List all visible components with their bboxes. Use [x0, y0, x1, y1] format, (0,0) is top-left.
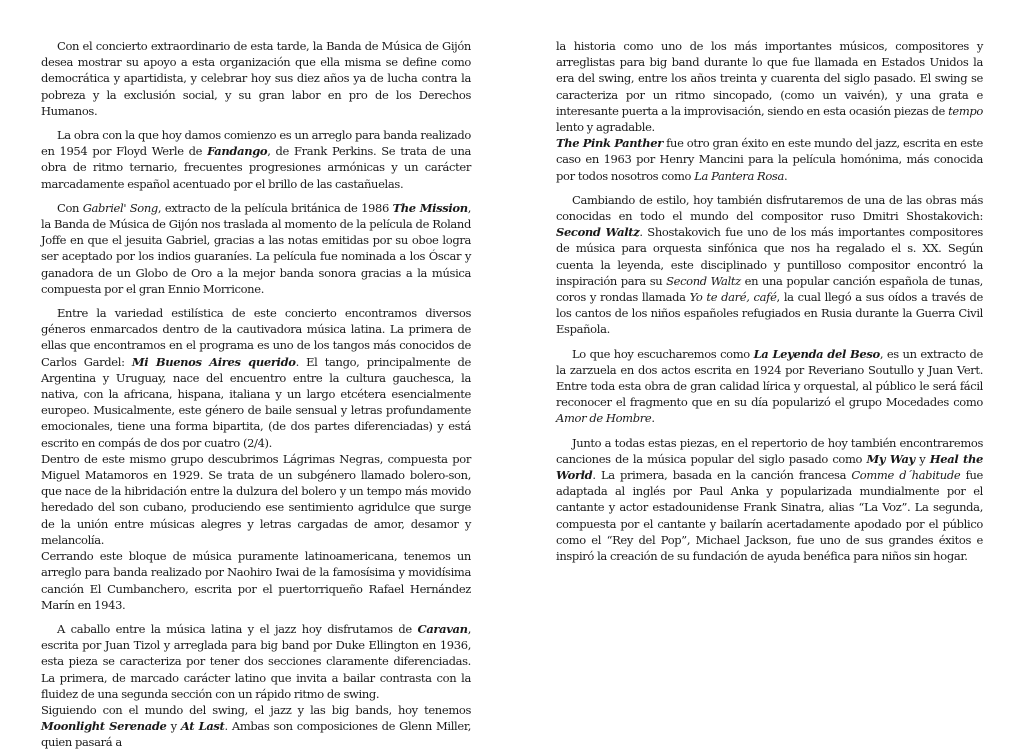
paragraph-popular-songs: Junto a todas estas piezas, en el repertorio de hoy también encontraremos canciones de la música popular del siglo pasado como My Way y Heal the World. La primera, basada en la canción francesa Comme d´habitude fue adaptada al inglés por Paul Anka y popularizada mundialmente por el cantante y actor estadounidense Frank Sinatra, alias “La Voz”. La segunda, compuesta por el cantante y bailarín acertadamente apodado por el público como el “Rey del Pop”, Michael Jackson, fue uno de sus grandes éxitos e inspiró la creación de su fundación de ayuda benéfica para niños sin hogar.: [556, 435, 984, 564]
paragraph-second-waltz: Cambiando de estilo, hoy también disfrutaremos de una de las obras más conocidas en todo el mundo del compositor ruso Dmitri Shostakovich: Second Waltz. Shostakovich fue uno de los más importantes compositores de música para orquesta sinfónica que nos ha regalado el s. XX. Según cuenta la leyenda, este disciplinado y puntilloso compositor encontró la inspiración para su Second Waltz en una popular canción española de tunas, coros y rondas llamada Yo te daré, café, la cual llegó a sus oídos a través de los cantos de los niños españoles refugiados en Rusia durante la Guerra Civil Española.: [556, 192, 984, 337]
paragraph-caravan: A caballo entre la música latina y el jazz hoy disfrutamos de Caravan, escrita por Juan Tizol y arreglada para big band por Duke Ellington en 1936, esta pieza se caracteriza por tener dos secciones claramente diferenciadas. La primera, de marcado carácter latino que invita a bailar contrasta con la fluidez de una segunda sección con un rápido ritmo de swing.: [41, 621, 471, 701]
title-heal-the-world: Heal the World: [556, 451, 983, 483]
title-fandango: Fandango: [207, 144, 268, 159]
paragraph-pink-panther: The Pink Panther fue otro gran éxito en este mundo del jazz, escrita en este caso en 1963 por Henry Mancini para la película homónima, más conocida por todos nosotros como La Pantera Rosa.: [556, 136, 983, 183]
paragraph-el-cumbanchero: Cerrando este bloque de música puramente latinoamericana, tenemos un arreglo para banda realizado por Naohiro Iwai de la famosísima y movidísima canción El Cumbanchero, escrita por el puertorriqueño Rafael Hernández Marín en 1943.: [41, 549, 471, 612]
title-la-pantera-rosa: La Pantera Rosa: [694, 168, 784, 183]
title-mi-buenos-aires-querido: Mi Buenos Aires querido: [131, 354, 296, 369]
paragraph-lagrimas-negras: Dentro de este mismo grupo descubrimos Lágrimas Negras, compuesta por Miguel Matamoros en 1929. Se trata de un subgénero llamado bolero-son, que nace de la hibridación entre la dulzura del bolero y un tempo más movido heredado del son cubano, produciendo ese sentimiento agridulce que surge de la unión entre músicas alegres y letras cargadas de amor, desamor y melancolía.: [41, 451, 471, 547]
title-la-leyenda-del-beso: La Leyenda del Beso: [753, 346, 880, 361]
title-gabriels-song: Gabriel' Song: [82, 200, 158, 215]
paragraph-leyenda-del-beso: Lo que hoy escucharemos como La Leyenda del Beso, es un extracto de la zarzuela en dos actos escrita en 1924 por Reveriano Soutullo y Juan Vert. Entre toda esta obra de gran calidad lírica y orquestal, al público le será fácil reconocer el fragmento que en su día popularizó el grupo Mocedades como Amor de Hombre.: [556, 346, 983, 426]
paragraph-fandango: La obra con la que hoy damos comienzo es un arreglo para banda realizado en 1954 por Floyd Werle de Fandango, de Frank Perkins. Se trata de una obra de ritmo ternario, frecuentes progresiones armónicas y un carácter marcadamente español acentuado por el brillo de las castañuelas.: [41, 128, 472, 191]
title-at-last: At Last: [180, 719, 225, 734]
title-amor-de-hombre: Amor de Hombre: [556, 411, 652, 426]
title-the-mission: The Mission: [392, 200, 468, 215]
term-tempo: tempo: [948, 103, 983, 118]
title-yo-te-dare-cafe: Yo te daré, café: [689, 290, 777, 305]
title-moonlight-serenade: Moonlight Serenade: [41, 719, 167, 734]
paragraph-intro: Con el concierto extraordinario de esta tarde, la Banda de Música de Gijón desea mostrar su apoyo a esta organización que ella misma se define como democrática y apartidista, y celebrar hoy sus diez años ya de lucha contra la pobreza y la exclusión social, y su gran labor en pro de los Derechos Humanos.: [41, 39, 471, 118]
title-second-waltz: Second Waltz: [556, 225, 640, 240]
paragraph-tango: Entre la variedad estilística de este concierto encontramos diversos géneros enmarcados dentro de la cautivadora música latina. La primera de ellas que encontramos en el programa es uno de los tangos más conocidos de Carlos Gardel: Mi Buenos Aires querido. El tango, principalmente de Argentina y Uruguay, nace del encuentro entre la cultura gauchesca, la nativa, con la africana, hispana, italiana y un largo etcétera esencialmente europeo. Musicalmente, este género de baile sensual y letras profundamente emocionales, tiene una forma bipartita, (de dos partes diferenciadas) y está escrito en compás de dos por cuatro (2/4).: [41, 306, 471, 450]
title-my-way: My Way: [866, 451, 915, 466]
right-page: [556, 38, 983, 564]
title-the-pink-panther: The Pink Panther: [556, 136, 663, 151]
paragraph-swing: la historia como uno de los más importantes músicos, compositores y arreglistas para big band durante lo que fue llamada en Estados Unidos la era del swing, entre los años treinta y cuarenta del siglo pasado. El swing se caracteriza por un ritmo sincopado, (como un vaivén), y una grata e interesante puerta a la improvisación, siendo en esta ocasión piezas de tempo lento y agradable.: [556, 39, 983, 135]
title-caravan: Caravan: [417, 621, 468, 636]
title-comme-dhabitude: Comme d´habitude: [851, 468, 961, 483]
title-second-waltz-italic: Second Waltz: [666, 273, 741, 288]
left-page: [41, 38, 471, 751]
paragraph-the-mission: Con Gabriel' Song, extracto de la película británica de 1986 The Mission, la Banda de Música de Gijón nos traslada al momento de la película de Roland Joffe en que el jesuita Gabriel, gracias a las notas emitidas por su oboe logra ser aceptado por los indios guaraníes. La película fue nominada a los Óscar y ganadora de un Globo de Oro a la mejor banda sonora gracias a la música compuesta por el gran Ennio Morricone.: [41, 200, 472, 296]
paragraph-glenn-miller: Siguiendo con el mundo del swing, el jazz y las big bands, hoy tenemos Moonlight Serenade y At Last. Ambas son composiciones de Glenn Miller, quien pasará a: [41, 702, 472, 750]
